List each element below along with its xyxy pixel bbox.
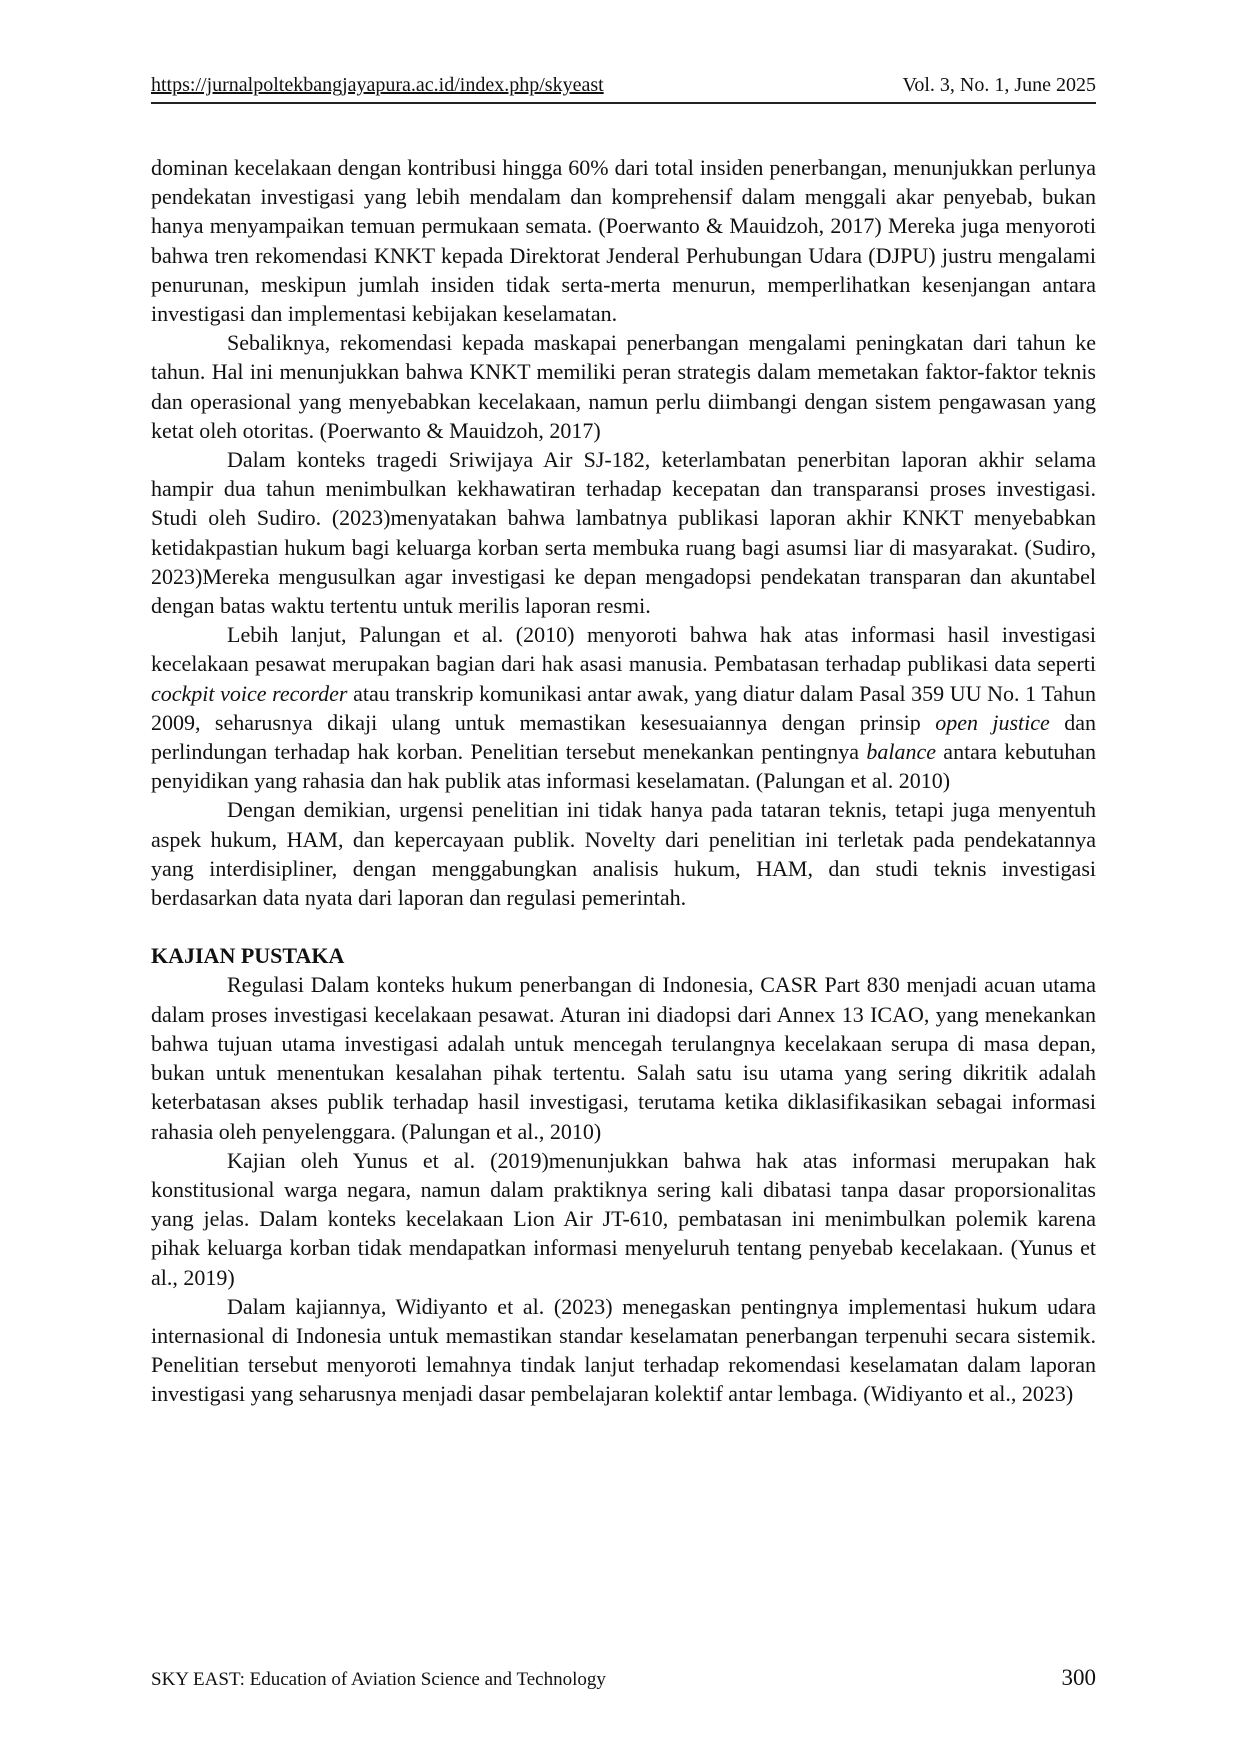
italic-term: balance: [866, 739, 936, 765]
journal-url-link[interactable]: https://jurnalpoltekbangjayapura.ac.id/index.php/skyeast: [151, 74, 604, 96]
body-paragraph: Regulasi Dalam konteks hukum penerbangan di Indonesia, CASR Part 830 menjadi acuan utama dalam proses investigasi kecelakaan pesawat. Aturan ini diadopsi dari Annex 13 ICAO, yang menekankan bahwa tujuan utama investigasi adalah untuk mencegah terulangnya kecelakaan serupa di masa depan, bukan untuk menentukan kesalahan pihak tertentu. Salah satu isu utama yang sering dikritik adalah keterbatasan akses publik terhadap hasil investigasi, terutama ketika diklasifikasikan sebagai informasi rahasia oleh penyelenggara. (Palungan et al., 2010): [151, 972, 1096, 1144]
paragraph-text: atau transkrip komunikasi antar awak, yang diatur dalam Pasal 359 UU No. 1 Tahun 2009, seharusnya dikaji ulang untuk memastikan kesesuaiannya dengan prinsip: [151, 680, 1096, 735]
body-paragraph: [151, 620, 1096, 795]
body-paragraph: dominan kecelakaan dengan kontribusi hingga 60% dari total insiden penerbangan, menunjukkan perlunya pendekatan investigasi yang lebih mendalam dan komprehensif dalam menggali akar penyebab, bukan hanya menyampaikan temuan permukaan semata. (Poerwanto & Mauidzoh, 2017) Mereka juga menyoroti bahwa tren rekomendasi KNKT kepada Direktorat Jenderal Perhubungan Udara (DJPU) justru mengalami penurunan, meskipun jumlah insiden tidak serta-merta menurun, memperlihatkan kesenjangan antara investigasi dan implementasi kebijakan keselamatan.: [151, 155, 1096, 327]
running-header: [151, 74, 1096, 104]
page-number: 300: [1061, 1665, 1096, 1690]
page-body: [151, 153, 1096, 1409]
body-paragraph: Kajian oleh Yunus et al. (2019)menunjukkan bahwa hak atas informasi merupakan hak konstitusional warga negara, namun dalam praktiknya sering kali dibatasi tanpa dasar proporsionalitas yang jelas. Dalam konteks kecelakaan Lion Air JT-610, pembatasan ini menimbulkan polemik karena pihak keluarga korban tidak mendapatkan informasi menyeluruh tentang penyebab kecelakaan. (Yunus et al., 2019): [151, 1147, 1096, 1290]
volume-issue-date: Vol. 3, No. 1, June 2025: [902, 74, 1096, 96]
body-paragraph: Dalam kajiannya, Widiyanto et al. (2023) menegaskan pentingnya implementasi hukum udara internasional di Indonesia untuk memastikan standar keselamatan penerbangan terpenuhi secara sistemik. Penelitian tersebut menyoroti lemahnya tindak lanjut terhadap rekomendasi keselamatan dalam laporan investigasi yang seharusnya menjadi dasar pembelajaran kolektif antar lembaga. (Widiyanto et al., 2023): [151, 1293, 1096, 1407]
body-paragraph: Dengan demikian, urgensi penelitian ini tidak hanya pada tataran teknis, tetapi juga menyentuh aspek hukum, HAM, dan kepercayaan publik. Novelty dari penelitian ini terletak pada pendekatannya yang interdisipliner, dengan menggabungkan analisis hukum, HAM, dan studi teknis investigasi berdasarkan data nyata dari laporan dan regulasi pemerintah.: [151, 797, 1096, 911]
running-footer: [151, 1665, 1096, 1695]
italic-term: open justice: [935, 709, 1050, 735]
journal-name: SKY EAST: Education of Aviation Science and Technology: [151, 1669, 606, 1690]
italic-term: cockpit voice recorder: [151, 680, 348, 706]
body-paragraph: Dalam konteks tragedi Sriwijaya Air SJ-182, keterlambatan penerbitan laporan akhir selama hampir dua tahun menimbulkan kekhawatiran terhadap kecepatan dan transparansi proses investigasi. Studi oleh Sudiro. (2023)menyatakan bahwa lambatnya publikasi laporan akhir KNKT menyebabkan ketidakpastian hukum bagi keluarga korban serta membuka ruang bagi asumsi liar di masyarakat. (Sudiro, 2023)Mereka mengusulkan agar investigasi ke depan mengadopsi pendekatan transparan dan akuntabel dengan batas waktu tertentu untuk merilis laporan resmi.: [151, 447, 1096, 619]
section-heading: KAJIAN PUSTAKA: [151, 943, 345, 969]
paragraph-text: antara kebutuhan penyidikan yang rahasia dan hak publik atas informasi keselamatan. (Palungan et al. 2010): [151, 739, 1097, 794]
paragraph-text: dan perlindungan terhadap hak korban. Penelitian tersebut menekankan pentingnya: [151, 709, 1097, 765]
body-paragraph: Sebaliknya, rekomendasi kepada maskapai penerbangan mengalami peningkatan dari tahun ke tahun. Hal ini menunjukkan bahwa KNKT memiliki peran strategis dalam memetakan faktor-faktor teknis dan operasional yang menyebabkan kecelakaan, namun perlu diimbangi dengan sistem pengawasan yang ketat oleh otoritas. (Poerwanto & Mauidzoh, 2017): [151, 330, 1096, 443]
paragraph-text: Lebih lanjut, Palungan et al. (2010) menyoroti bahwa hak atas informasi hasil investigasi kecelakaan pesawat merupakan bagian dari hak asasi manusia. Pembatasan terhadap publikasi data seperti: [151, 622, 1096, 677]
